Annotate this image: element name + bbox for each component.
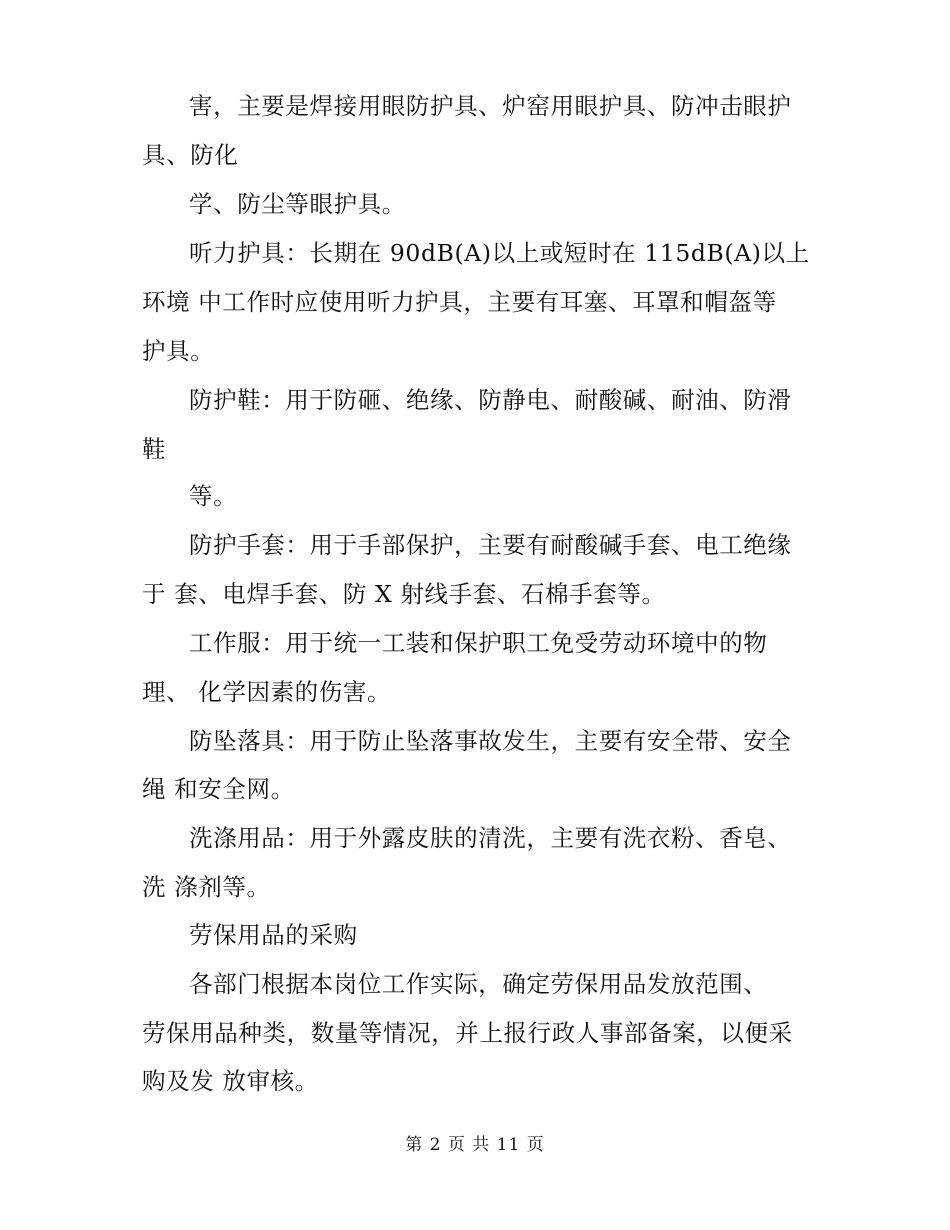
text-line-4: 听力护具：长期在 90dB(A)以上或短时在 115dB(A)以上 <box>189 239 810 267</box>
text-line-5: 环境 中工作时应使用听力护具，主要有耳塞、耳罩和帽盔等 <box>142 288 777 316</box>
text-line-21: 购及发 放审核。 <box>142 1067 319 1095</box>
text-line-13: 理、 化学因素的伤害。 <box>142 678 392 706</box>
text-line-9: 等。 <box>189 482 238 510</box>
text-line-18: 劳保用品的采购 <box>189 921 358 949</box>
text-line-14: 防坠落具：用于防止坠落事故发生，主要有安全带、安全 <box>189 727 792 755</box>
text-line-19: 各部门根据本岗位工作实际，确定劳保用品发放范围、 <box>189 970 768 998</box>
text-line-15: 绳 和安全网。 <box>142 775 295 803</box>
text-line-17: 洗 涤剂等。 <box>142 873 271 901</box>
text-line-3: 学、防尘等眼护具。 <box>189 190 406 218</box>
text-line-20: 劳保用品种类，数量等情况，并上报行政人事部备案，以便采 <box>142 1019 793 1047</box>
text-line-7: 防护鞋：用于防砸、绝缘、防静电、耐酸碱、耐油、防滑 <box>189 386 792 414</box>
text-line-2: 具、防化 <box>142 141 239 169</box>
text-line-8: 鞋 <box>142 435 167 463</box>
text-line-12: 工作服：用于统一工装和保护职工免受劳动环境中的物 <box>189 629 768 657</box>
text-line-11: 于 套、电焊手套、防 X 射线手套、石棉手套等。 <box>142 580 666 608</box>
text-line-10: 防护手套：用于手部保护，主要有耐酸碱手套、电工绝缘 <box>189 531 792 559</box>
page-number-footer: 第 2 页 共 11 页 <box>405 1135 545 1155</box>
text-line-6: 护具。 <box>142 337 215 365</box>
text-line-1: 害，主要是焊接用眼防护具、炉窑用眼护具、防冲击眼护 <box>189 92 792 120</box>
text-line-16: 洗涤用品：用于外露皮肤的清洗，主要有洗衣粉、香皂、 <box>189 824 792 852</box>
